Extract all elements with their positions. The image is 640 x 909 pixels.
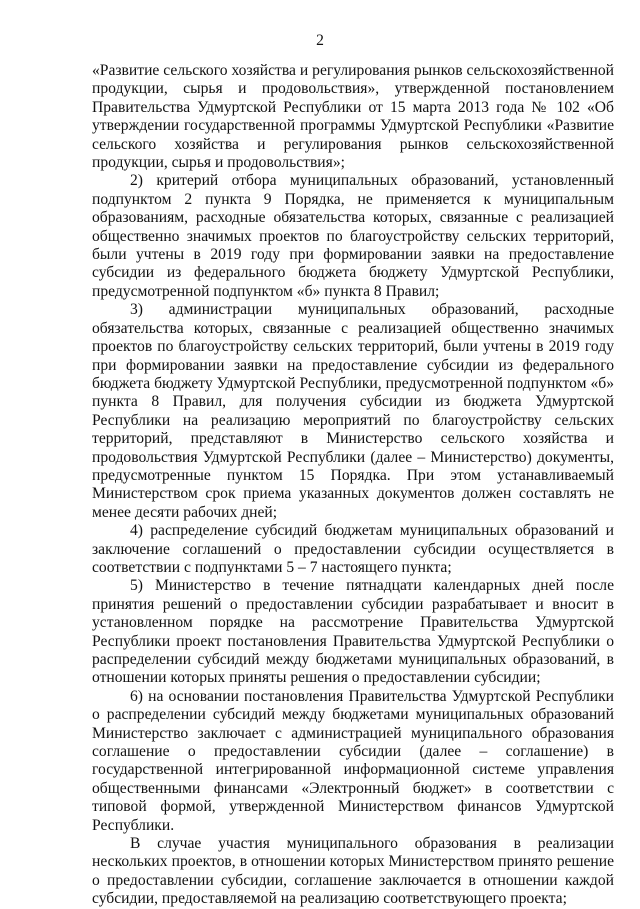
paragraph-item-5: 5) Министерство в течение пятнадцати календарных дней после принятия решений о предоставлении субсидии разрабатывает и вносит в установленном порядке на рассмотрение Правительства Удмуртской Республики проект постановления Правительства Удмуртской Республики о распределении субсидий между бюджетами муниципальных образований, в отношении которых приняты решения о предоставлении субсидии; (92, 577, 614, 687)
paragraph-item-4: 4) распределение субсидий бюджетам муниципальных образований и заключение соглашений о предоставлении субсидии осуществляется в соответствии с подпунктами 5 – 7 настоящего пункта; (92, 522, 614, 576)
paragraph-item-3: 3) администрации муниципальных образований, расходные обязательства которых, связанные с реализацией общественно значимых проектов по благоустройству сельских территорий, были учтены в 2019 году при формировании заявки на предоставление субсидии из федерального бюджета бюджету Удмуртской Республики, предусмотренной подпунктом «б» пункта 8 Правил, для получения субсидии из бюджета Удмуртской Республики на реализацию мероприятий по благоустройству сельских территорий, представляют в Министерство сельского хозяйства и продовольствия Удмуртской Республики (далее – Министерство) документы, предусмотренные пунктом 15 Порядка. При этом устанавливаемый Министерством срок приема указанных документов должен составлять не менее десяти рабочих дней; (92, 301, 614, 521)
paragraph-multiple-projects: В случае участия муниципального образования в реализации нескольких проектов, в отношении которых Министерством принято решение о предоставлении субсидии, соглашение заключается в отношении каждой субсидии, предоставляемой на реализацию соответствующего проекта; (92, 835, 614, 908)
document-body (92, 62, 614, 909)
paragraph-item-2: 2) критерий отбора муниципальных образований, установленный подпунктом 2 пункта 9 Порядка, не применяется к муниципальным образованиям, расходные обязательства которых, связанные с реализацией общественно значимых проектов по благоустройству сельских территорий, были учтены в 2019 году при формировании заявки на предоставление субсидии из федерального бюджета бюджету Удмуртской Республики, предусмотренной подпунктом «б» пункта 8 Правил; (92, 172, 614, 300)
paragraph-continuation: «Развитие сельского хозяйства и регулирования рынков сельскохозяйственной продукции, сырья и продовольствия», утвержденной постановлением Правительства Удмуртской Республики от 15 марта 2013 года № 102 «Об утверждении государственной программы Удмуртской Республики «Развитие сельского хозяйства и регулирования рынков сельскохозяйственной продукции, сырья и продовольствия»; (92, 62, 614, 172)
paragraph-item-6: 6) на основании постановления Правительства Удмуртской Республики о распределении субсидий между бюджетами муниципальных образований Министерство заключает с администрацией муниципального образования соглашение о предоставлении субсидии (далее – соглашение) в государственной интегрированной информационной системе управления общественными финансами «Электронный бюджет» в соответствии с типовой формой, утвержденной Министерством финансов Удмуртской Республики. (92, 687, 614, 834)
page-number: 2 (316, 32, 324, 49)
